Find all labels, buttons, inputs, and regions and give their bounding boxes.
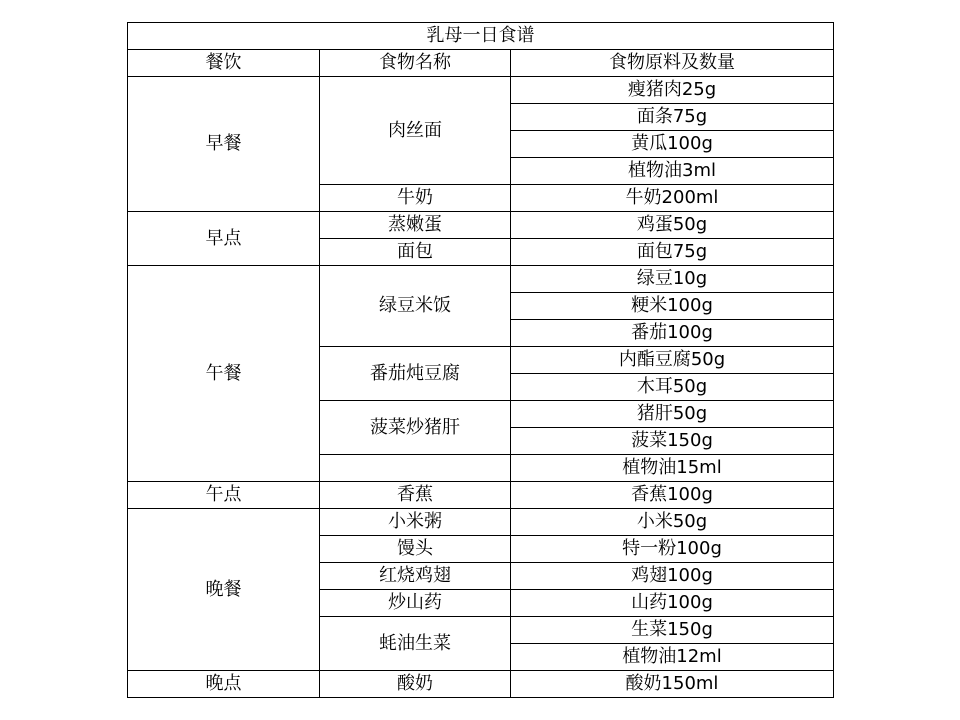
meal-cell: 晚餐 xyxy=(128,509,320,671)
dish-name-cell: 肉丝面 xyxy=(320,77,511,185)
meal-cell: 早餐 xyxy=(128,77,320,212)
ingredient-cell: 黄瓜100g xyxy=(511,131,834,158)
dish-name-cell: 蚝油生菜 xyxy=(320,617,511,671)
ingredient-cell: 木耳50g xyxy=(511,374,834,401)
ingredient-cell: 绿豆10g xyxy=(511,266,834,293)
ingredient-cell: 粳米100g xyxy=(511,293,834,320)
table-row xyxy=(128,509,834,536)
meal-plan-table xyxy=(127,22,834,698)
dish-name-cell: 蒸嫩蛋 xyxy=(320,212,511,239)
ingredient-cell: 菠菜150g xyxy=(511,428,834,455)
meal-cell: 晚点 xyxy=(128,671,320,698)
ingredient-cell: 瘦猪肉25g xyxy=(511,77,834,104)
dish-name-cell xyxy=(320,455,511,482)
table-row xyxy=(128,482,834,509)
dish-name-cell: 馒头 xyxy=(320,536,511,563)
table-body xyxy=(128,23,834,698)
header-row xyxy=(128,50,834,77)
title-row xyxy=(128,23,834,50)
dish-name-cell: 面包 xyxy=(320,239,511,266)
meal-cell: 午餐 xyxy=(128,266,320,482)
ingredient-cell: 猪肝50g xyxy=(511,401,834,428)
meal-cell: 早点 xyxy=(128,212,320,266)
dish-name-cell: 酸奶 xyxy=(320,671,511,698)
dish-name-cell: 红烧鸡翅 xyxy=(320,563,511,590)
ingredient-cell: 小米50g xyxy=(511,509,834,536)
ingredient-cell: 内酯豆腐50g xyxy=(511,347,834,374)
dish-name-cell: 牛奶 xyxy=(320,185,511,212)
ingredient-cell: 植物油12ml xyxy=(511,644,834,671)
ingredient-cell: 牛奶200ml xyxy=(511,185,834,212)
ingredient-cell: 面条75g xyxy=(511,104,834,131)
dish-name-cell: 番茄炖豆腐 xyxy=(320,347,511,401)
dish-name-cell: 绿豆米饭 xyxy=(320,266,511,347)
table-row xyxy=(128,77,834,104)
column-header-ingredients: 食物原料及数量 xyxy=(511,50,834,77)
dish-name-cell: 小米粥 xyxy=(320,509,511,536)
dish-name-cell: 菠菜炒猪肝 xyxy=(320,401,511,455)
ingredient-cell: 香蕉100g xyxy=(511,482,834,509)
ingredient-cell: 面包75g xyxy=(511,239,834,266)
column-header-meal: 餐饮 xyxy=(128,50,320,77)
ingredient-cell: 特一粉100g xyxy=(511,536,834,563)
column-header-food-name: 食物名称 xyxy=(320,50,511,77)
ingredient-cell: 山药100g xyxy=(511,590,834,617)
table-row xyxy=(128,266,834,293)
ingredient-cell: 鸡蛋50g xyxy=(511,212,834,239)
ingredient-cell: 酸奶150ml xyxy=(511,671,834,698)
ingredient-cell: 鸡翅100g xyxy=(511,563,834,590)
dish-name-cell: 炒山药 xyxy=(320,590,511,617)
dish-name-cell: 香蕉 xyxy=(320,482,511,509)
table-row xyxy=(128,671,834,698)
table-row xyxy=(128,212,834,239)
ingredient-cell: 植物油15ml xyxy=(511,455,834,482)
table-title: 乳母一日食谱 xyxy=(128,23,834,50)
meal-cell: 午点 xyxy=(128,482,320,509)
ingredient-cell: 生菜150g xyxy=(511,617,834,644)
ingredient-cell: 番茄100g xyxy=(511,320,834,347)
ingredient-cell: 植物油3ml xyxy=(511,158,834,185)
